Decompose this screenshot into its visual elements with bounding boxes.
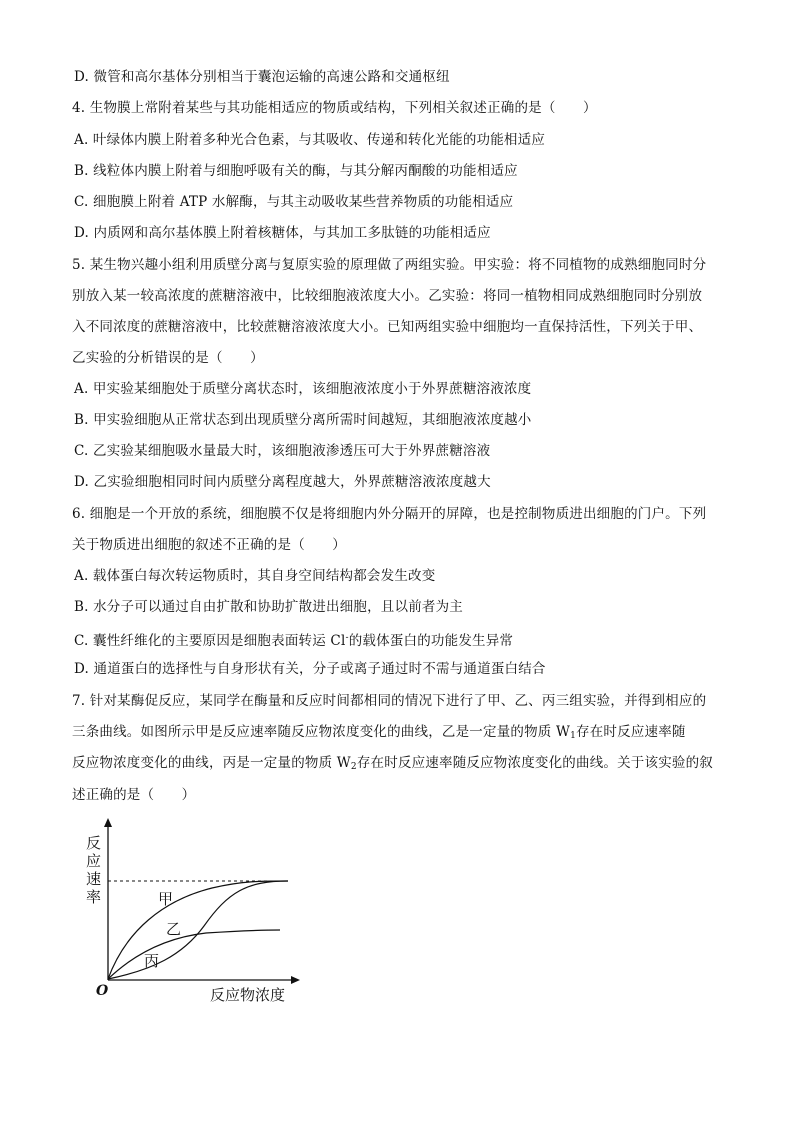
- q5-stem-line2: 别放入某一较高浓度的蔗糖溶液中，比较细胞液浓度大小。乙实验：将同一植物相同成熟细胞同时分别放: [72, 288, 703, 304]
- q7-stem-line2-part1: 三条曲线。如图所示甲是反应速率随反应物浓度变化的曲线，乙是一定量的物质 W: [72, 724, 571, 740]
- curve-label-yi: 乙: [166, 920, 182, 938]
- q5-stem-line1: 5. 某生物兴趣小组利用质壁分离与复原实验的原理做了两组实验。甲实验：将不同植物的成熟细胞同时分: [72, 257, 707, 273]
- q4-option-d: D. 内质网和高尔基体膜上附着核糖体，与其加工多肽链的功能相适应: [74, 225, 491, 241]
- q7-stem-line1: 7. 针对某酶促反应，某同学在酶量和反应时间都相同的情况下进行了甲、乙、丙三组实验，并得到相应的: [72, 693, 707, 709]
- q6-option-c-part1: C. 囊性纤维化的主要原因是细胞表面转运 Cl: [74, 633, 346, 649]
- q4-stem: 4. 生物膜上常附着某些与其功能相适应的物质或结构，下列相关叙述正确的是（ ）: [72, 100, 597, 116]
- w2-subscript: 2: [350, 762, 357, 772]
- curve-label-jia: 甲: [158, 890, 174, 908]
- q7-stem-line3-part1: 反应物浓度变化的曲线，丙是一定量的物质 W: [72, 755, 351, 771]
- q6-stem-line2: 关于物质进出细胞的叙述不正确的是（ ）: [72, 537, 346, 553]
- q5-stem-line4: 乙实验的分析错误的是（ ）: [72, 350, 264, 366]
- origin-label: O: [96, 983, 109, 999]
- y-label-char-1: 反: [86, 834, 102, 852]
- q5-stem-line3: 入不同浓度的蔗糖溶液中，比较蔗糖溶液浓度大小。已知两组实验中细胞均一直保持活性，下列关于甲、: [72, 319, 703, 335]
- q6-option-b: B. 水分子可以通过自由扩散和协助扩散进出细胞，且以前者为主: [74, 599, 464, 615]
- q6-option-d: D. 通道蛋白的选择性与自身形状有关，分子或离子通过时不需与通道蛋白结合: [74, 661, 546, 677]
- w1-subscript: 1: [570, 731, 577, 741]
- y-axis-arrow: [104, 818, 112, 827]
- q7-stem-line3: [72, 754, 732, 776]
- q4-option-a: A. 叶绿体内膜上附着多种光合色素，与其吸收、传递和转化光能的功能相适应: [74, 132, 546, 148]
- q6-option-c: [74, 629, 734, 650]
- q5-option-b: B. 甲实验细胞从正常状态到出现质壁分离所需时间越短，其细胞液浓度越小: [74, 412, 532, 428]
- reaction-rate-figure: [82, 818, 312, 1008]
- q4-option-b: B. 线粒体内膜上附着与细胞呼吸有关的酶，与其分解丙酮酸的功能相适应: [74, 163, 518, 179]
- q7-stem-line4: 述正确的是（ ）: [72, 787, 196, 803]
- q5-option-c: C. 乙实验某细胞吸水量最大时，该细胞液渗透压可大于外界蔗糖溶液: [74, 443, 491, 459]
- q6-option-a: A. 载体蛋白每次转运物质时，其自身空间结构都会发生改变: [74, 568, 436, 584]
- q6-stem-line1: 6. 细胞是一个开放的系统，细胞膜不仅是将细胞内外分隔开的屏障，也是控制物质进出细胞的门户。下列: [72, 506, 707, 522]
- x-axis-arrow: [291, 976, 300, 984]
- q3-option-d: D. 微管和高尔基体分别相当于囊泡运输的高速公路和交通枢纽: [74, 69, 450, 85]
- q5-option-d: D. 乙实验细胞相同时间内质壁分离程度越大，外界蔗糖溶液浓度越大: [74, 474, 491, 490]
- q5-option-a: A. 甲实验某细胞处于质壁分离状态时，该细胞液浓度小于外界蔗糖溶液浓度: [74, 381, 532, 397]
- y-label-char-2: 应: [86, 852, 102, 870]
- reaction-rate-diagram: [82, 818, 312, 1008]
- chloride-charge: -: [345, 633, 349, 643]
- curve-label-bing: 丙: [144, 952, 160, 970]
- y-label-char-4: 率: [86, 888, 102, 906]
- q7-stem-line2: [72, 723, 732, 745]
- q6-option-c-part2: 的载体蛋白的功能发生异常: [348, 633, 514, 649]
- q7-stem-line3-part2: 存在时反应速率随反应物浓度变化的曲线。关于该实验的叙: [356, 755, 714, 771]
- q4-option-c: C. 细胞膜上附着 ATP 水解酶，与其主动吸收某些营养物质的功能相适应: [74, 194, 514, 210]
- q7-stem-line2-part2: 存在时反应速率随: [576, 724, 686, 740]
- y-label-char-3: 速: [86, 870, 102, 888]
- x-axis-label: 反应物浓度: [210, 986, 286, 1004]
